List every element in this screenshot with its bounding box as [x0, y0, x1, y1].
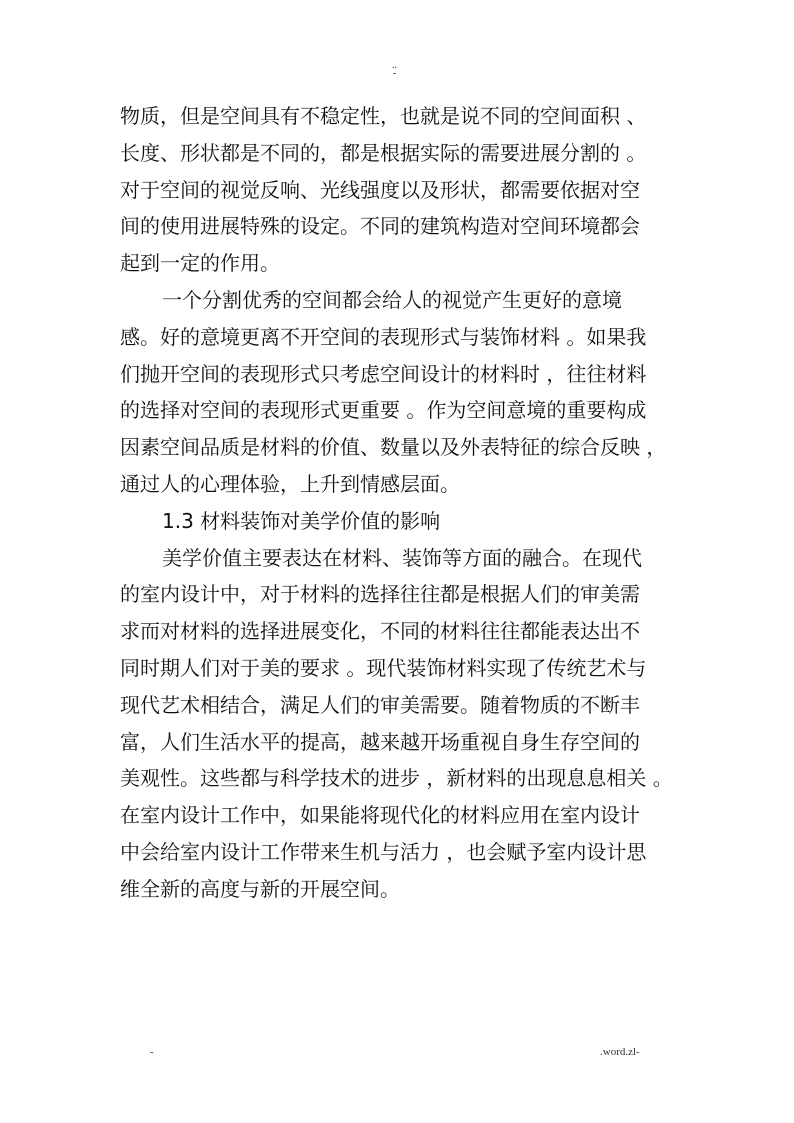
text-line: 们抛开空间的表现形式只考虑空间设计的材料时 ，往往材料: [120, 361, 647, 386]
text-line: 富，人们生活水平的提高，越来越开场重视自身生存空间的: [120, 729, 640, 754]
text-line: 现代艺术相结合，满足人们的审美需要。随着物质的不断丰: [120, 692, 640, 717]
footer-source-mark: .word.zl-: [600, 1046, 640, 1058]
text-line: 美观性。这些都与科学技术的进步 ，新材料的出现息息相关 。: [120, 766, 673, 791]
text-line: 维全新的高度与新的开展空间。: [120, 876, 400, 901]
document-body: [120, 98, 680, 908]
text-line: 起到一定的作用。: [120, 251, 280, 276]
text-line: 间的使用进展特殊的设定。不同的建筑构造对空间环境都会: [120, 214, 640, 239]
text-line: 同时期人们对于美的要求 。现代装饰材料实现了传统艺术与: [120, 655, 647, 680]
text-line: 求而对材料的选择进展变化，不同的材料往往都能表达出不: [120, 619, 640, 644]
text-line: 因素空间品质是材料的价值、数量以及外表特征的综合反映 ，: [120, 435, 667, 460]
paragraph-start-line: 一个分割优秀的空间都会给人的视觉产生更好的意境: [162, 287, 622, 312]
text-line: 的选择对空间的表现形式更重要 。作为空间意境的重要构成: [120, 398, 647, 423]
text-line: 物质，但是空间具有不稳定性，也就是说不同的空间面积 、: [120, 104, 647, 128]
section-heading: 1.3 材料装饰对美学价值的影响: [162, 508, 441, 533]
header-mark: .. -: [392, 60, 397, 79]
text-line: 长度、形状都是不同的，都是根据实际的需要进展分割的 。: [120, 140, 647, 165]
text-line: 对于空间的视觉反响、光线强度以及形状，都需要依据对空: [120, 177, 640, 202]
text-line: 的室内设计中，对于材料的选择往往都是根据人们的审美需: [120, 582, 640, 607]
footer-left-mark: -: [150, 1046, 154, 1058]
text-line: 感。好的意境更离不开空间的表现形式与装饰材料 。如果我: [120, 324, 647, 349]
text-line: 在室内设计工作中，如果能将现代化的材料应用在室内设计: [120, 803, 640, 828]
text-line: 通过人的心理体验，上升到情感层面。: [120, 471, 460, 496]
paragraph-start-line: 美学价值主要表达在材料、装饰等方面的融合。在现代: [162, 545, 642, 570]
text-line: 中会给室内设计工作带来生机与活力 ，也会赋予室内设计思: [120, 839, 647, 864]
